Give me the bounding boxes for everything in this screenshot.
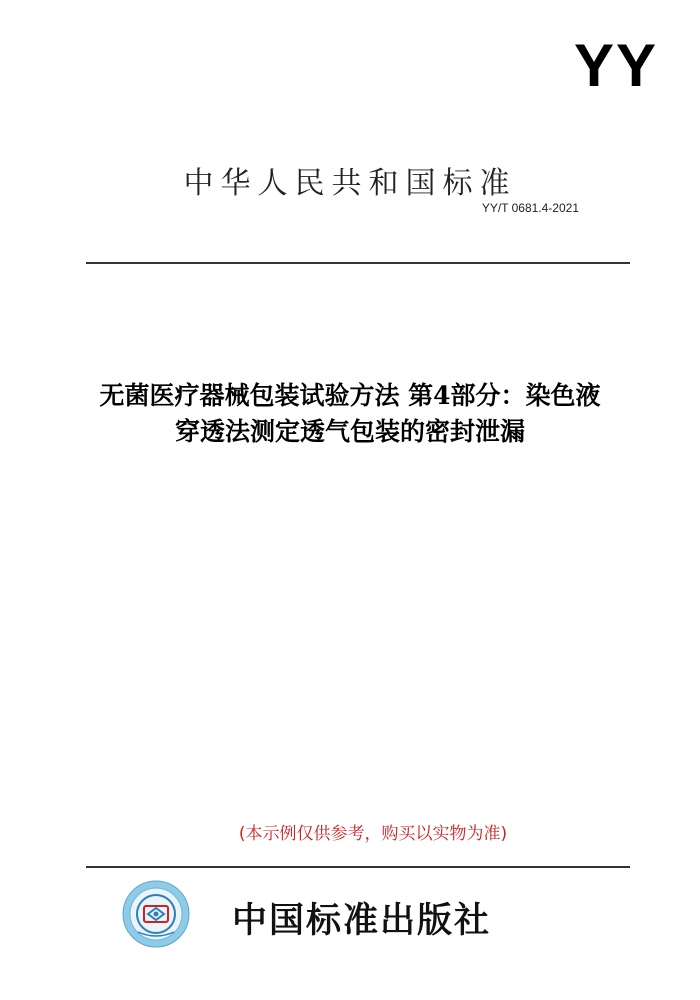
publisher-name: 中国标准出版社 — [232, 900, 492, 941]
standard-number: YY/T 0681.4-2021 — [481, 201, 579, 215]
document-title-line-1: 无菌医疗器械包装试验方法 第4部分：染色液 — [99, 381, 601, 410]
national-standard-title: 中华人民共和国标准 — [183, 166, 517, 201]
standards-press-seal-icon — [122, 880, 190, 948]
sample-notice: (本示例仅供参考，购买以实物为准) — [238, 824, 508, 844]
document-title — [40, 378, 660, 450]
bottom-divider — [86, 866, 630, 868]
top-divider — [86, 262, 630, 264]
document-title-line-2: 穿透法测定透气包装的密封泄漏 — [174, 417, 525, 446]
standard-code-mark: YY — [573, 32, 658, 99]
